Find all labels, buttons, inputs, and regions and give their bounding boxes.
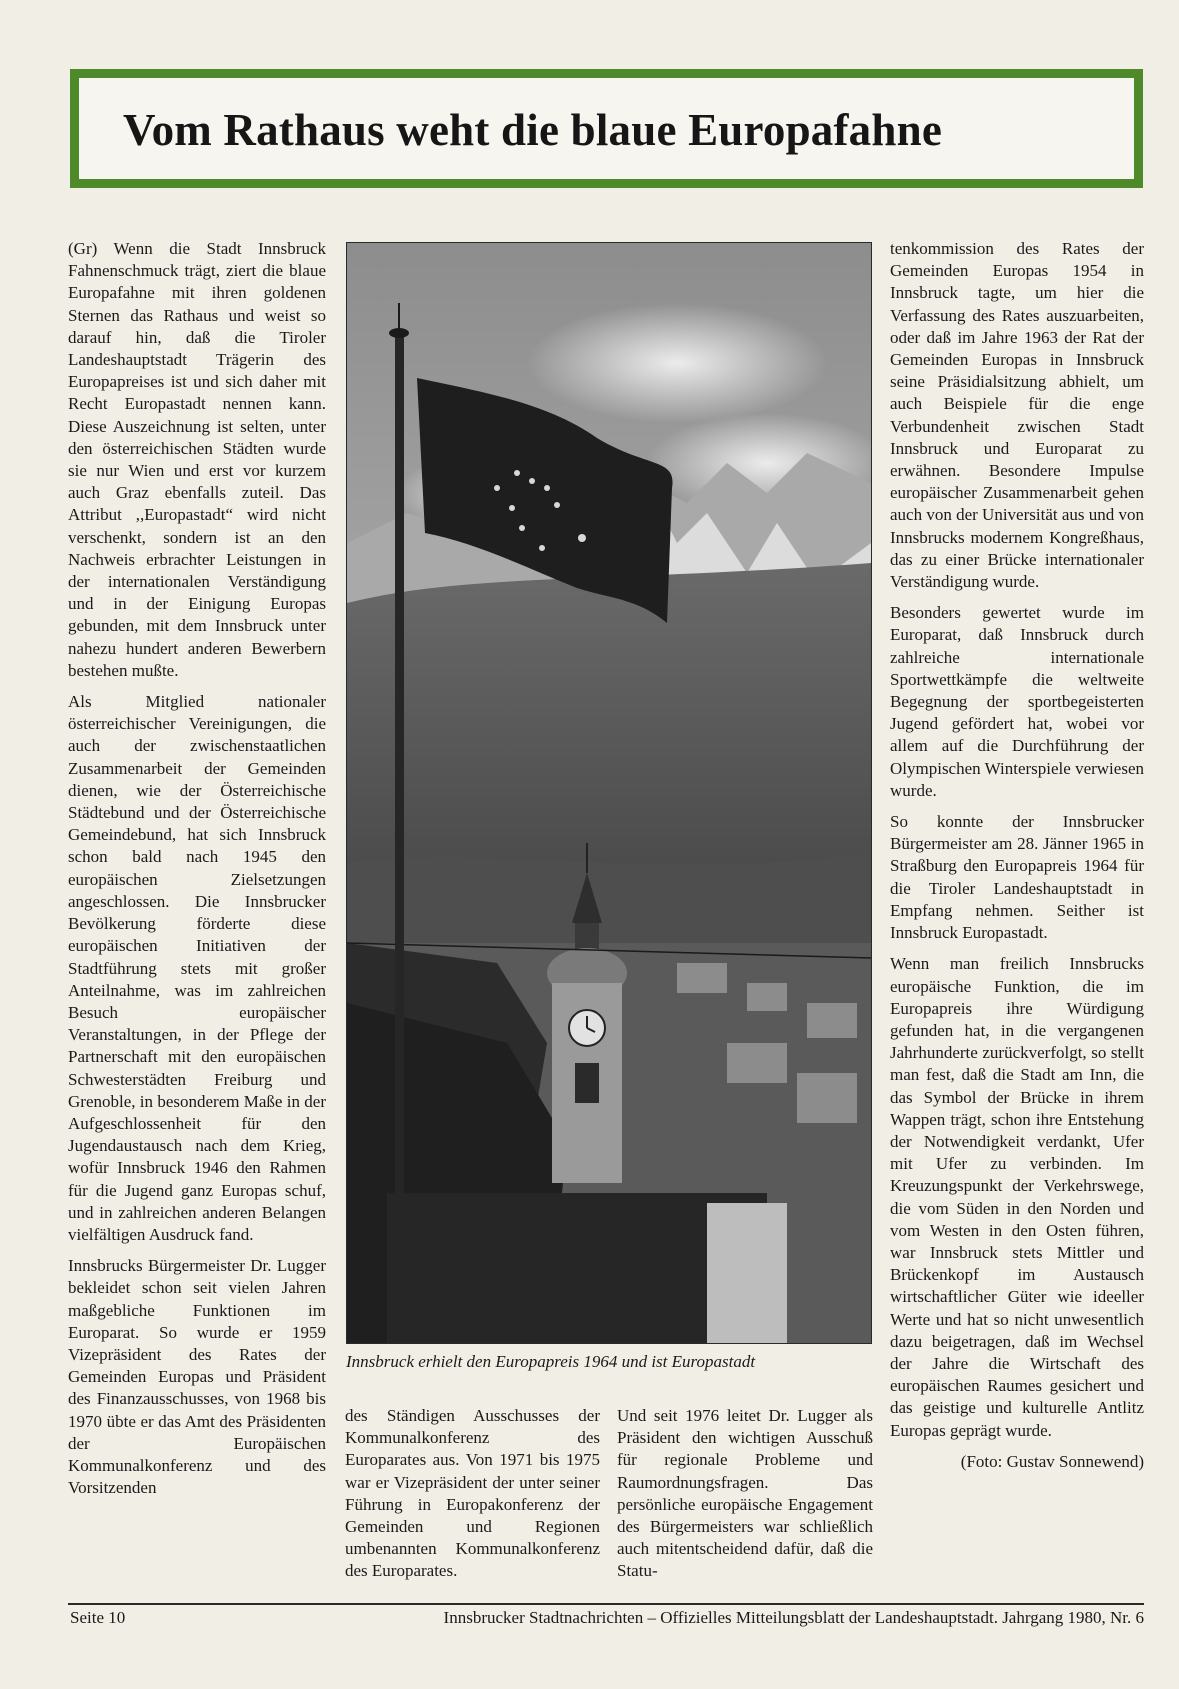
photo-flag-over-innsbruck — [346, 242, 872, 1344]
photo-credit: (Foto: Gustav Sonnewend) — [960, 1451, 1144, 1471]
paragraph: (Gr) Wenn die Stadt Innsbruck Fahnenschmuck trägt, ziert die blaue Europafahne mit ihren goldenen Sternen das Rathaus und weist so darauf hin, daß die Tiroler Landeshauptstadt Trägerin des Europapreises ist und sich daher mit Recht Europastadt nennen kann. Diese Auszeichnung ist selten, unter den österreichischen Städten wurde sie nur Wien und erst vor kurzem auch Graz ebenfalls zuteil. Das Attribut ,,Europastadt“ wird nicht verschenkt, sondern ist an den Nachweis erbrachter Leistungen in der internationalen Verständigung und in der Einigung Europas gebunden, mit dem Innsbruck unter nahezu hundert anderen Bewerbern bestehen mußte. — [68, 239, 326, 680]
article-column-2 — [345, 1405, 600, 1583]
paragraph: Besonders gewertet wurde im Europarat, daß Innsbruck durch zahlreiche internationale Sportwettkämpfe die weltweite Begegnung der sportbegeisterten Jugend gefördert hat, wobei vor allem auf die Durchführung der Olympischen Winterspiele verwiesen wurde. — [890, 603, 1144, 800]
paragraph: Innsbrucks Bürgermeister Dr. Lugger bekleidet schon seit vielen Jahren maßgebliche Funktionen im Europarat. So wurde er 1959 Vizepräsident des Rates der Gemeinden Europas und Präsident des Finanzausschusses, von 1968 bis 1970 übte er das Amt des Präsidenten der Europäischen Kommunalkonferenz und des Vorsitzenden — [68, 1256, 326, 1498]
paragraph: Wenn man freilich Innsbrucks europäische Funktion, die im Europapreis ihre Würdigung gefunden hat, in die vergangenen Jahrhunderte zurückverfolgt, so stellt man fest, daß die Stadt am Inn, die das Symbol der Brücke in ihrem Wappen trägt, schon ihre Entstehung der Notwendigkeit verdankt, Ufer mit Ufer zu verbinden. Im Kreuzungspunkt der Verkehrswege, die vom Süden in den Norden und vom Westen in den Osten führen, war Innsbruck stets Mittler und Brückenkopf im Austausch wirtschaftlicher Güter wie ideeller Werte und hat so nicht unwesentlich dazu beigetragen, daß im Wechsel der Jahre die Wirtschaft des europäischen Raumes gesichert und das geistige und kulturelle Antlitz Europas geprägt wurde. — [890, 954, 1144, 1440]
page-number: Seite 10 — [70, 1608, 126, 1627]
photo-caption: Innsbruck erhielt den Europapreis 1964 und ist Europastadt — [346, 1352, 756, 1371]
paragraph: Und seit 1976 leitet Dr. Lugger als Präsident den wichtigen Ausschuß für regionale Probleme und Raumordnungsfragen. Das persönliche europäische Engagement des Bürgermeisters war schließlich auch mitentscheidend dafür, daß die Statu- — [617, 1406, 873, 1581]
paragraph: Als Mitglied nationaler österreichischer Vereinigungen, die auch der zwischenstaatlichen Zusammenarbeit der Gemeinden dienen, wie der Österreichische Städtebund und der Österreichische Gemeindebund, hat sich Innsbruck schon bald nach 1945 den europäischen Zielsetzungen angeschlossen. Die Innsbrucker Bevölkerung förderte diese europäischen Initiativen der Stadtführung stets mit großer Anteilnahme, was im zahlreichen Besuch europäischer Veranstaltungen, in der Pflege der Partnerschaft mit den europäischen Schwesterstädten Freiburg und Grenoble, in besonderem Maße in der Aufgeschlossenheit für den Jugendaustausch nach dem Krieg, wofür Innsbruck 1946 den Rahmen für die Jugend ganz Europas schuf, und in zahlreichen anderen Belangen vielfältigen Ausdruck fand. — [68, 692, 326, 1244]
article-column-4 — [890, 238, 1144, 1583]
article-column-1 — [68, 238, 326, 1583]
headline: Vom Rathaus weht die blaue Europafahne — [123, 105, 943, 155]
photo-illustration — [347, 243, 871, 1343]
article-column-3 — [617, 1405, 873, 1583]
paragraph: tenkommission des Rates der Gemeinden Europas 1954 in Innsbruck tagte, um hier die Verfassung des Rates auszuarbeiten, oder daß im Jahre 1963 der Rat der Gemeinden Europas in Innsbruck seine Präsidialsitzung abhielt, um auch Beispiele für die enge Verbundenheit zwischen Stadt Innsbruck und Europarat zu erwähnen. Besondere Impulse europäischer Zusammenarbeit gehen auch von der Universität aus und von Innsbrucks modernem Kongreßhaus, das zu einer Brücke internationaler Verständigung wurde. — [890, 239, 1144, 592]
headline-box — [70, 69, 1143, 188]
publication-info: Innsbrucker Stadtnachrichten – Offizielles Mitteilungsblatt der Landeshauptstadt. Jahrgang 1980, Nr. 6 — [443, 1608, 1144, 1627]
footer-rule — [68, 1603, 1144, 1605]
paragraph: So konnte der Innsbrucker Bürgermeister am 28. Jänner 1965 in Straßburg den Europapreis 1964 für die Tiroler Landeshauptstadt in Empfang nehmen. Seither ist Innsbruck Europastadt. — [890, 812, 1144, 943]
paragraph: des Ständigen Ausschusses der Kommunalkonferenz des Europarates aus. Von 1971 bis 1975 war er Vizepräsident der unter seiner Führung in Europakonferenz der Gemeinden und Regionen umbenannten Kommunalkonferenz des Europarates. — [345, 1406, 600, 1581]
